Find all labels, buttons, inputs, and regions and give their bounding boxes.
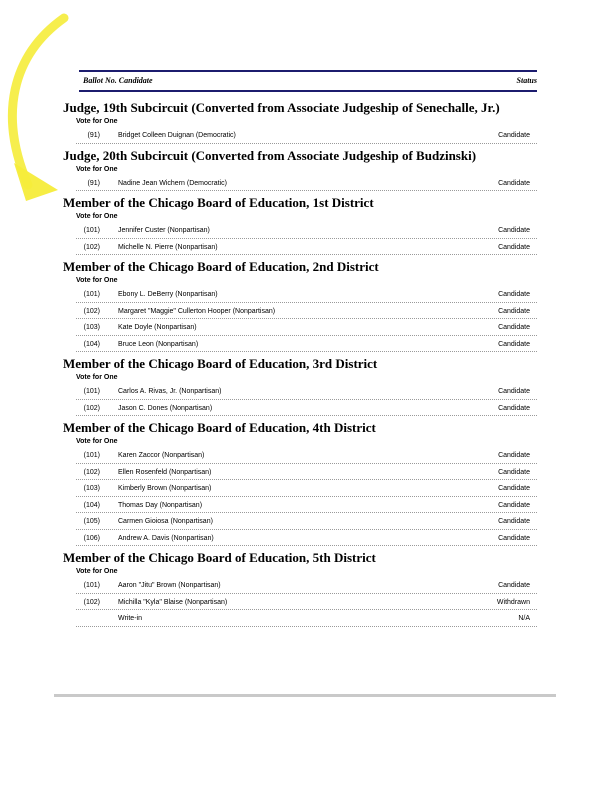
candidate-row: [76, 530, 537, 547]
candidate-status: Candidate: [498, 179, 530, 187]
table-header: [79, 70, 537, 92]
candidate-row: [76, 464, 537, 481]
candidate-name: Write-in: [118, 615, 142, 622]
vote-for-label: Vote for One: [76, 118, 118, 125]
candidate-row: [76, 336, 537, 353]
vote-for-label: Vote for One: [76, 213, 118, 220]
candidate-status: Candidate: [498, 243, 530, 251]
candidate-status: Candidate: [498, 340, 530, 348]
races-list: [63, 96, 543, 627]
candidate-name: Margaret "Maggie" Cullerton Hooper (Nonpartisan): [118, 307, 276, 315]
candidate-status: Candidate: [498, 468, 530, 476]
race-title: Member of the Chicago Board of Education, 1st District: [63, 195, 374, 210]
candidate-status: Candidate: [498, 452, 530, 459]
candidate-name: Andrew A. Davis (Nonpartisan): [118, 534, 214, 542]
candidate-name: Ebony L. DeBerry (Nonpartisan): [118, 291, 218, 298]
candidate-name: Karen Zaccor (Nonpartisan): [118, 452, 205, 459]
candidate-name: Kate Doyle (Nonpartisan): [118, 324, 197, 331]
ballot-number: (101): [83, 452, 100, 459]
candidate-status: Candidate: [498, 582, 530, 589]
candidate-status: Candidate: [498, 501, 530, 509]
candidate-row: [76, 480, 537, 497]
race-title: Member of the Chicago Board of Education, 5th District: [63, 550, 376, 565]
race-title: Member of the Chicago Board of Education, 4th District: [63, 420, 376, 435]
race-section: [63, 99, 543, 144]
candidate-status: Candidate: [498, 534, 530, 542]
ballot-number: (104): [83, 340, 100, 348]
candidate-status: Candidate: [498, 485, 530, 492]
candidate-status: Candidate: [498, 324, 530, 331]
vote-for-label: Vote for One: [76, 165, 118, 173]
ballot-number: (104): [83, 501, 100, 509]
ballot-number: (102): [83, 404, 100, 412]
ballot-number: (102): [83, 307, 100, 315]
candidate-name: Bruce Leon (Nonpartisan): [118, 340, 199, 348]
race-title: Judge, 20th Subcircuit (Converted from Associate Judgeship of Budzinski): [63, 147, 477, 163]
candidate-row: [76, 222, 537, 239]
candidate-name: Nadine Jean Wichern (Democratic): [118, 179, 227, 187]
candidate-row: [76, 286, 537, 303]
candidate-row: [76, 400, 537, 417]
ballot-number: (102): [83, 598, 100, 606]
candidate-name: Michilla "Kyla" Blaise (Nonpartisan): [118, 598, 228, 606]
ballot-number: (91): [87, 132, 100, 139]
ballot-number: (101): [83, 227, 100, 234]
ballot-number: (102): [83, 468, 100, 476]
ballot-number: (101): [83, 582, 100, 589]
race-section: [63, 549, 543, 627]
ballot-number: (105): [83, 518, 100, 525]
race-section: [63, 194, 543, 255]
candidate-status: Candidate: [498, 404, 530, 412]
header-status: Status: [516, 76, 537, 85]
candidate-name: Jennifer Custer (Nonpartisan): [118, 227, 210, 234]
candidate-name: Aaron "Jitu" Brown (Nonpartisan): [118, 582, 221, 589]
candidate-name: Thomas Day (Nonpartisan): [118, 501, 203, 509]
vote-for-label: Vote for One: [76, 277, 118, 284]
candidate-row: [76, 175, 537, 192]
candidate-row: [76, 383, 537, 400]
candidate-name: Bridget Colleen Duignan (Democratic): [118, 132, 236, 139]
candidate-name: Michelle N. Pierre (Nonpartisan): [118, 243, 218, 251]
candidate-status: N/A: [518, 615, 530, 622]
candidate-row: [76, 497, 537, 514]
race-title: Member of the Chicago Board of Education, 2nd District: [63, 259, 379, 274]
header-ballot-candidate: Ballot No. Candidate: [83, 76, 153, 85]
bottom-divider: [54, 694, 556, 697]
ballot-number: (106): [83, 534, 100, 542]
ballot-number: (103): [83, 324, 100, 331]
candidate-name: Kimberly Brown (Nonpartisan): [118, 485, 212, 492]
candidate-status: Candidate: [498, 132, 530, 139]
race-section: [63, 419, 543, 546]
candidate-row: [76, 319, 537, 336]
candidate-row: [76, 239, 537, 256]
candidate-status: Withdrawn: [496, 598, 530, 606]
candidate-status: Candidate: [498, 291, 530, 298]
candidate-status: Candidate: [498, 518, 530, 525]
race-title: Judge, 19th Subcircuit (Converted from Associate Judgeship of Senechalle, Jr.): [63, 100, 500, 115]
candidate-status: Candidate: [498, 227, 530, 234]
ballot-number: (101): [83, 291, 100, 298]
candidate-name: Ellen Rosenfeld (Nonpartisan): [118, 468, 212, 476]
ballot-number: (103): [83, 485, 100, 492]
candidate-row: [76, 594, 537, 611]
candidate-row: [76, 577, 537, 594]
candidate-row: [76, 447, 537, 464]
ballot-number: (91): [87, 179, 100, 187]
ballot-number: (101): [83, 388, 100, 395]
vote-for-label: Vote for One: [76, 374, 118, 381]
vote-for-label: Vote for One: [76, 568, 118, 575]
ballot-number: (102): [83, 243, 100, 251]
candidate-row: [76, 610, 537, 627]
race-title: Member of the Chicago Board of Education, 3rd District: [63, 356, 378, 371]
vote-for-label: Vote for One: [76, 438, 118, 445]
race-section: [63, 258, 543, 352]
candidate-row: [76, 303, 537, 320]
candidate-row: [76, 127, 537, 144]
candidate-status: Candidate: [498, 307, 530, 315]
race-section: [63, 355, 543, 416]
candidate-row: [76, 513, 537, 530]
race-section: [63, 147, 543, 192]
candidate-name: Carmen Gioiosa (Nonpartisan): [118, 518, 213, 525]
candidate-name: Carlos A. Rivas, Jr. (Nonpartisan): [118, 388, 222, 395]
candidate-status: Candidate: [498, 388, 530, 395]
candidate-name: Jason C. Dones (Nonpartisan): [118, 404, 213, 412]
